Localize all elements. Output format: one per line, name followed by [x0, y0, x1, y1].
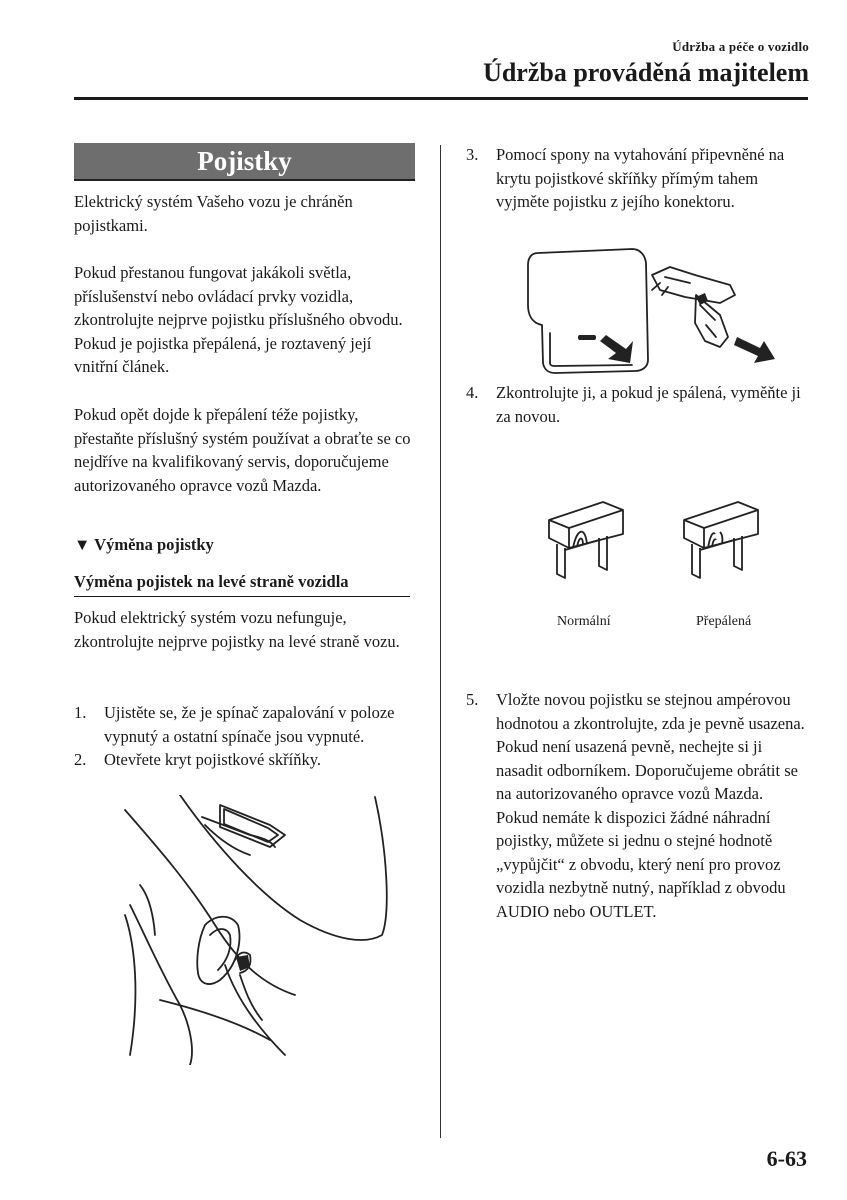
triangle-marker-icon: ▼ — [74, 535, 91, 554]
step-number: 5. — [466, 690, 479, 709]
blown-fuse-illustration — [680, 498, 762, 584]
step-text: Otevřete kryt pojistkové skříňky. — [104, 750, 322, 769]
section-title: Pojistky — [197, 146, 292, 176]
step-number: 4. — [466, 383, 479, 402]
step-text: Vložte novou pojistku se stejnou ampérovou hodnotou a zkontrolujte, zda je pevně usazena. Pokud není usazená pevně, nechejte si ji nasadit odborníkem. Doporučujeme obrátit se na autorizovaného opravce vozů Mazda. — [496, 690, 805, 803]
column-divider — [440, 145, 441, 1138]
subheading-fuse-replacement — [74, 535, 214, 555]
step-text-continued: Pokud nemáte k dispozici žádné náhradní pojistky, můžete si jednu o stejné hodnotě „vypůjčit“ z obvodu, který není pro provoz vozidla nezbytně nutný, například z obvodu AUDIO nebo OUTLET. — [496, 807, 786, 921]
header-rule — [74, 97, 808, 100]
list-item — [74, 748, 414, 772]
subheading-text: Výměna pojistky — [94, 535, 214, 554]
list-item — [466, 381, 811, 428]
page-title: Údržba prováděná majitelem — [483, 58, 809, 87]
underlined-heading: Výměna pojistek na levé straně vozidla — [74, 572, 410, 597]
step-number: 3. — [466, 145, 479, 164]
paragraph-left-side: Pokud elektrický systém vozu nefunguje, zkontrolujte nejprve pojistky na levé straně vozu. — [74, 608, 400, 651]
normal-fuse-illustration — [545, 498, 627, 584]
step-3 — [466, 143, 811, 214]
paragraph-fuse-check: Pokud přestanou fungovat jakákoli světla, příslušenství nebo ovládací prvky vozidla, zkontrolujte nejprve pojistku příslušného obvodu. Pokud je pojistka přepálená, je roztavený její vnitřní článek. — [74, 263, 403, 376]
header-subtitle: Údržba a péče o vozidlo — [672, 39, 809, 54]
step-4 — [466, 381, 811, 428]
normal-fuse-label: Normální — [557, 614, 611, 629]
list-item — [466, 143, 811, 214]
list-item — [466, 688, 811, 923]
step-text: Zkontrolujte ji, a pokud je spálená, vyměňte ji za novou. — [496, 383, 801, 426]
step-text: Ujistěte se, že je spínač zapalování v poloze vypnutý a ostatní spínače jsou vypnuté. — [104, 703, 395, 746]
page-number: 6-63 — [766, 1146, 807, 1171]
steps-list-left — [74, 701, 414, 772]
step-text: Pomocí spony na vytahování připevněné na krytu pojistkové skříňky přímým tahem vyjměte pojistku z jejího konektoru. — [496, 145, 785, 211]
blown-fuse-label: Přepálená — [696, 614, 752, 629]
step-5 — [466, 688, 811, 923]
paragraph-repeated-blow: Pokud opět dojde k přepálení téže pojistky, přestaňte příslušný systém používat a obraťte se co nejdříve na kvalifikovaný servis, doporučujeme autorizovaného opravce vozů Mazda. — [74, 405, 411, 495]
fuse-box-location-illustration — [120, 795, 410, 1065]
list-item — [74, 701, 414, 748]
step-number: 2. — [74, 750, 87, 769]
step-number: 1. — [74, 703, 87, 722]
intro-paragraph: Elektrický systém Vašeho vozu je chráněn pojistkami. — [74, 192, 353, 235]
fuse-puller-illustration — [520, 245, 785, 380]
